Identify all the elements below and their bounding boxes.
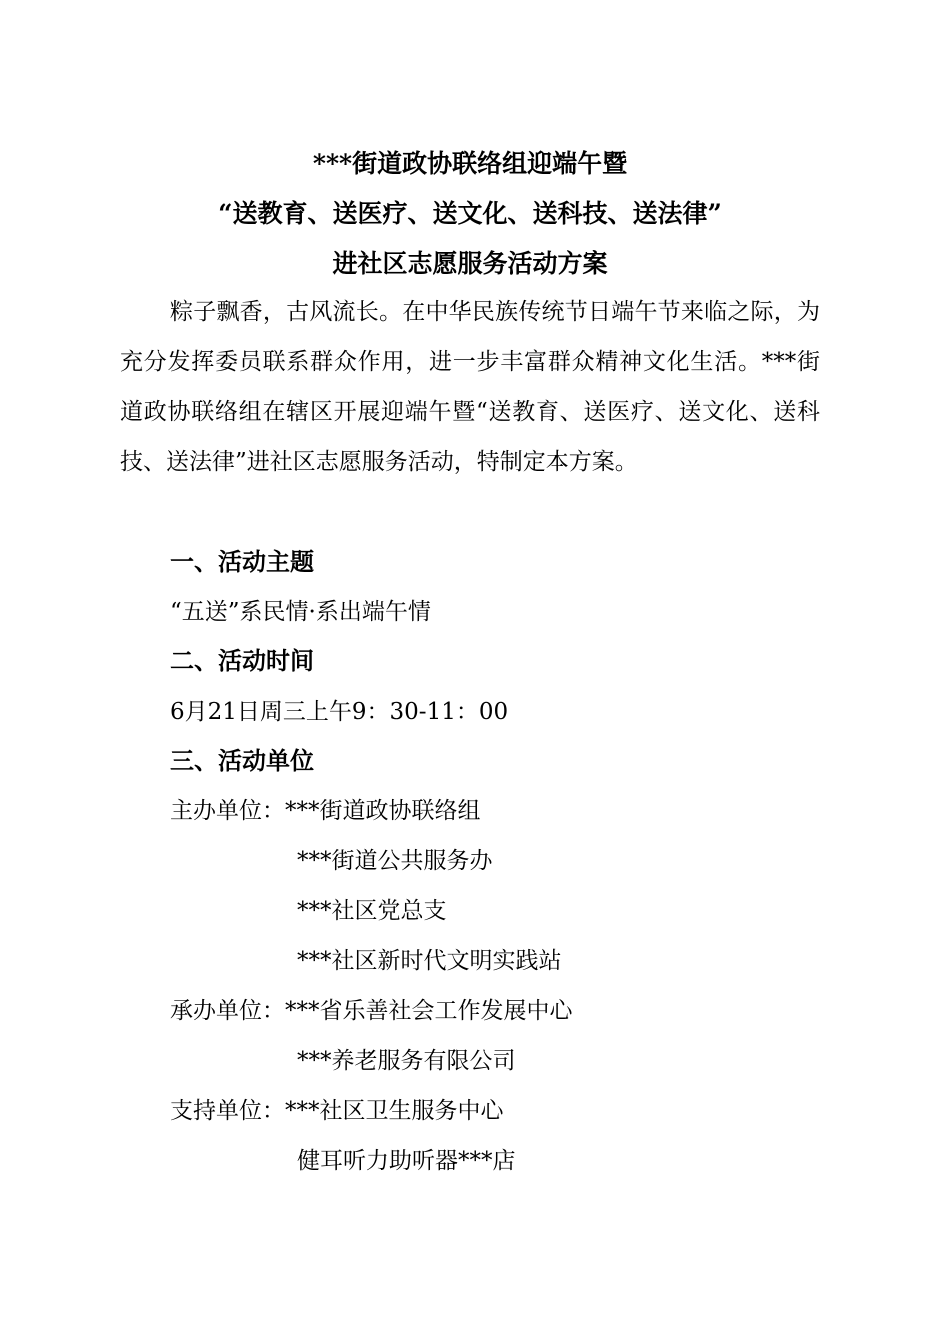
title-line-3: 进社区志愿服务活动方案 — [332, 249, 608, 278]
supporter-item: ***社区卫生服务中心 — [285, 1098, 504, 1124]
supporter-item: 健耳听力助听器***店 — [297, 1148, 516, 1174]
organizer-item: ***街道公共服务办 — [297, 848, 493, 874]
section-heading-theme: 一、活动主题 — [170, 547, 314, 576]
undertaker-label: 承办单位： — [170, 998, 285, 1024]
organizer-item: ***街道政协联络组 — [285, 798, 481, 824]
section-heading-time: 二、活动时间 — [170, 646, 314, 675]
title-line-1: ***街道政协联络组迎端午暨 — [312, 149, 628, 178]
undertaker-row — [170, 995, 573, 1027]
organizer-row — [170, 795, 481, 827]
supporter-row — [170, 1095, 504, 1127]
intro-paragraph: 粽子飘香，古风流长。在中华民族传统节日端午节来临之际，为充分发挥委员联系群众作用，进一步丰富群众精神文化生活。***街道政协联络组在辖区开展迎端午暨“送教育、送医疗、送文化、送科技、送法律”进社区志愿服务活动，特制定本方案。 — [120, 299, 820, 475]
theme-text: “五送”系民情·系出端午情 — [170, 599, 431, 625]
organizer-label: 主办单位： — [170, 798, 285, 824]
supporter-label: 支持单位： — [170, 1098, 285, 1124]
section-heading-units: 三、活动单位 — [170, 746, 314, 775]
title-line-2: “送教育、送医疗、送文化、送科技、送法律” — [218, 199, 722, 228]
organizer-item: ***社区党总支 — [297, 898, 447, 924]
undertaker-item: ***省乐善社会工作发展中心 — [285, 998, 573, 1024]
undertaker-item: ***养老服务有限公司 — [297, 1048, 516, 1074]
organizer-item: ***社区新时代文明实践站 — [297, 948, 562, 974]
time-text: 6月21日周三上午9：30-11：00 — [170, 699, 509, 725]
